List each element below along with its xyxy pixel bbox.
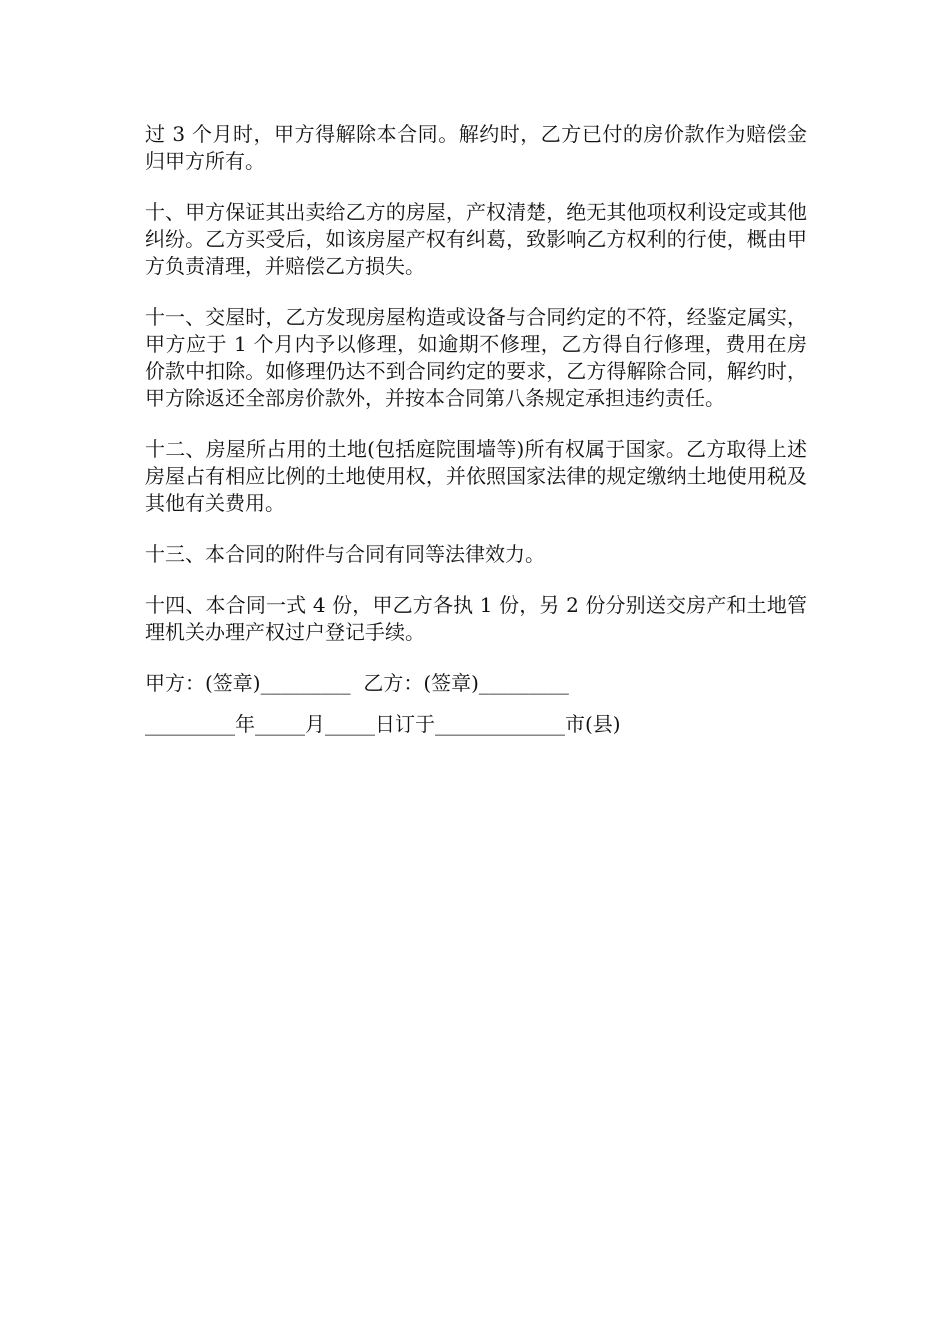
clause-continuation: 过 3 个月时，甲方得解除本合同。解约时，乙方已付的房价款作为赔偿金归甲方所有。 bbox=[145, 122, 807, 173]
clause-11: 十一、交屋时，乙方发现房屋构造或设备与合同约定的不符，经鉴定属实，甲方应于 1 个月内予以修理，如逾期不修理，乙方得自行修理，费用在房价款中扣除。如修理仍达不到合同约定的要求，乙方得解除合同，解约时，甲方除返还全部房价款外，并按本合同第八条规定承担违约责任。 bbox=[145, 305, 807, 410]
contract-page bbox=[145, 121, 807, 752]
clause-10: 十、甲方保证其出卖给乙方的房屋，产权清楚，绝无其他项权利设定或其他纠纷。乙方买受后，如该房屋产权有纠葛，致影响乙方权利的行使，概由甲方负责清理，并赔偿乙方损失。 bbox=[145, 200, 807, 278]
date-place-line: _________年_____月_____日订于_____________市(县) bbox=[145, 712, 621, 736]
clause-12: 十二、房屋所占用的土地(包括庭院围墙等)所有权属于国家。乙方取得上述房屋占有相应比例的土地使用权，并依照国家法律的规定缴纳土地使用税及其他有关费用。 bbox=[145, 437, 807, 515]
clause-13: 十三、本合同的附件与合同有同等法律效力。 bbox=[145, 542, 545, 566]
signature-line: 甲方：(签章)_________ 乙方：(签章)_________ bbox=[145, 671, 569, 695]
clause-14: 十四、本合同一式 4 份，甲乙方各执 1 份，另 2 份分别送交房产和土地管理机关办理产权过户登记手续。 bbox=[145, 593, 807, 644]
